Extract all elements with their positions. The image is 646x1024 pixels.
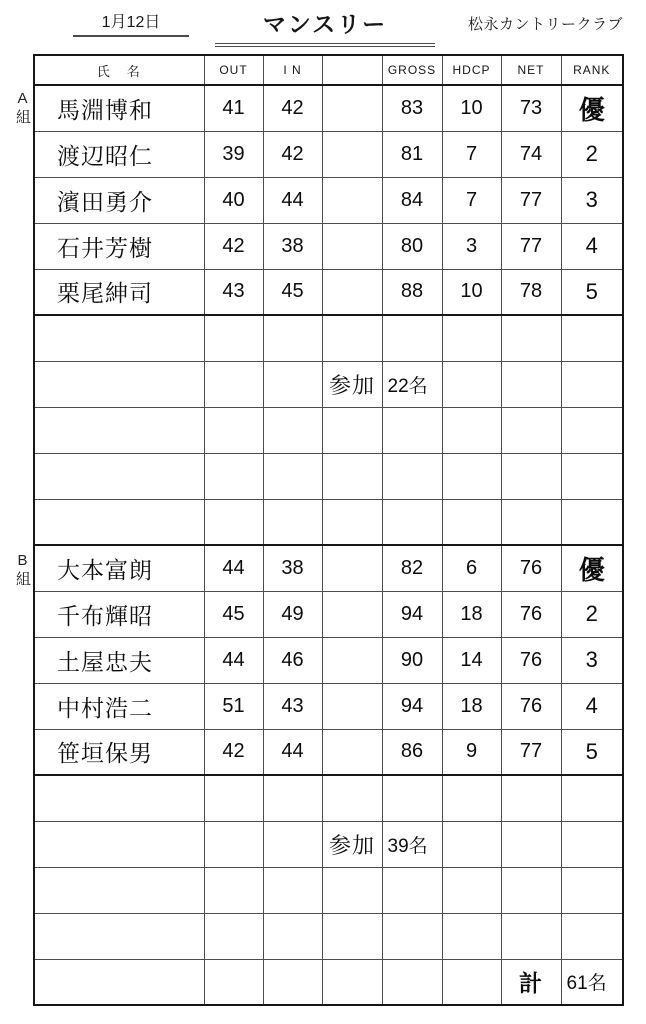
score-cell — [204, 775, 263, 821]
score-cell: 73 — [501, 85, 561, 131]
player-name-cell: 馬淵博和 — [34, 85, 204, 131]
score-cell: 9 — [442, 729, 501, 775]
header-cell-blank — [322, 55, 382, 85]
score-cell — [322, 545, 382, 591]
player-name-cell — [34, 821, 204, 867]
player-name-cell: 土屋忠夫 — [34, 637, 204, 683]
score-cell: 10 — [442, 85, 501, 131]
results-table-body — [34, 85, 623, 1005]
player-name-cell — [34, 361, 204, 407]
score-cell — [501, 821, 561, 867]
participation-row — [34, 361, 623, 407]
score-cell: 42 — [263, 131, 322, 177]
score-cell — [382, 499, 442, 545]
score-cell: 94 — [382, 591, 442, 637]
player-name-cell: 千布輝昭 — [34, 591, 204, 637]
rank-cell: 3 — [561, 177, 623, 223]
score-cell: 18 — [442, 683, 501, 729]
empty-row — [34, 315, 623, 361]
header-cell-hdcp: HDCP — [442, 55, 501, 85]
player-name-cell — [34, 775, 204, 821]
rank-cell: 優 — [561, 545, 623, 591]
score-cell: 44 — [204, 545, 263, 591]
score-cell: 39名 — [382, 821, 442, 867]
rank-cell: 3 — [561, 637, 623, 683]
score-cell — [322, 407, 382, 453]
score-cell: 90 — [382, 637, 442, 683]
score-cell — [263, 775, 322, 821]
score-cell — [263, 913, 322, 959]
rank-cell — [561, 867, 623, 913]
score-cell — [263, 315, 322, 361]
header-cell-rank: RANK — [561, 55, 623, 85]
score-cell — [382, 315, 442, 361]
score-cell: 7 — [442, 177, 501, 223]
score-cell: 6 — [442, 545, 501, 591]
player-name-cell — [34, 913, 204, 959]
player-name-cell — [34, 959, 204, 1005]
score-cell: 78 — [501, 269, 561, 315]
score-cell — [263, 959, 322, 1005]
score-cell: 86 — [382, 729, 442, 775]
score-cell: 83 — [382, 85, 442, 131]
player-name-cell: 笹垣保男 — [34, 729, 204, 775]
score-cell — [263, 821, 322, 867]
score-cell: 38 — [263, 223, 322, 269]
score-cell: 38 — [263, 545, 322, 591]
score-cell — [322, 177, 382, 223]
score-cell: 42 — [204, 223, 263, 269]
score-cell: 44 — [263, 729, 322, 775]
score-cell — [204, 407, 263, 453]
score-cell: 49 — [263, 591, 322, 637]
player-name-cell: 濱田勇介 — [34, 177, 204, 223]
header-cell-gross: GROSS — [382, 55, 442, 85]
rank-cell — [561, 453, 623, 499]
score-cell: 82 — [382, 545, 442, 591]
rank-cell — [561, 361, 623, 407]
header-cell-net: NET — [501, 55, 561, 85]
participation-label-cell: 参加 — [322, 821, 382, 867]
group-a-label: A組 — [14, 90, 31, 126]
rank-cell: 4 — [561, 223, 623, 269]
score-cell: 74 — [501, 131, 561, 177]
score-cell: 42 — [204, 729, 263, 775]
score-cell — [204, 361, 263, 407]
player-name-cell: 大本富朗 — [34, 545, 204, 591]
score-cell — [322, 315, 382, 361]
rank-cell: 5 — [561, 729, 623, 775]
player-row — [34, 683, 623, 729]
score-cell: 84 — [382, 177, 442, 223]
score-cell — [501, 775, 561, 821]
score-cell — [442, 913, 501, 959]
score-cell: 43 — [204, 269, 263, 315]
score-cell: 88 — [382, 269, 442, 315]
rank-cell — [561, 407, 623, 453]
score-cell: 3 — [442, 223, 501, 269]
empty-row — [34, 407, 623, 453]
score-cell — [501, 407, 561, 453]
player-row — [34, 591, 623, 637]
score-cell — [501, 913, 561, 959]
score-cell: 94 — [382, 683, 442, 729]
score-cell — [501, 315, 561, 361]
score-cell — [442, 361, 501, 407]
score-cell: 14 — [442, 637, 501, 683]
rank-cell — [561, 499, 623, 545]
group-b-label: B組 — [14, 552, 31, 588]
participation-row — [34, 821, 623, 867]
score-cell — [263, 867, 322, 913]
score-cell: 77 — [501, 223, 561, 269]
player-name-cell — [34, 867, 204, 913]
score-cell — [382, 913, 442, 959]
score-cell — [442, 959, 501, 1005]
score-cell: 46 — [263, 637, 322, 683]
score-cell — [382, 453, 442, 499]
rank-cell: 5 — [561, 269, 623, 315]
score-cell — [204, 315, 263, 361]
player-row — [34, 545, 623, 591]
score-cell — [204, 959, 263, 1005]
score-cell: 39 — [204, 131, 263, 177]
participation-label-cell: 参加 — [322, 361, 382, 407]
empty-row — [34, 775, 623, 821]
score-cell — [204, 499, 263, 545]
event-date: 1月12日 — [73, 9, 189, 37]
score-cell: 43 — [263, 683, 322, 729]
player-row — [34, 131, 623, 177]
score-cell — [322, 729, 382, 775]
score-cell: 45 — [263, 269, 322, 315]
event-title: マンスリー — [215, 6, 435, 47]
score-cell — [322, 223, 382, 269]
score-cell: 77 — [501, 177, 561, 223]
header-cell-out: OUT — [204, 55, 263, 85]
score-cell — [501, 867, 561, 913]
rank-cell: 61名 — [561, 959, 623, 1005]
player-name-cell — [34, 407, 204, 453]
score-cell — [322, 683, 382, 729]
score-cell — [322, 453, 382, 499]
score-cell — [263, 407, 322, 453]
score-cell — [263, 453, 322, 499]
header-row — [34, 55, 623, 85]
score-cell — [442, 867, 501, 913]
total-row — [34, 959, 623, 1005]
score-cell: 76 — [501, 545, 561, 591]
player-row — [34, 637, 623, 683]
score-cell — [322, 867, 382, 913]
score-cell — [501, 499, 561, 545]
player-row — [34, 85, 623, 131]
score-cell — [322, 775, 382, 821]
score-cell: 44 — [263, 177, 322, 223]
empty-row — [34, 453, 623, 499]
rank-cell — [561, 821, 623, 867]
score-cell — [442, 315, 501, 361]
rank-cell: 2 — [561, 591, 623, 637]
score-cell: 22名 — [382, 361, 442, 407]
score-cell: 18 — [442, 591, 501, 637]
player-name-cell — [34, 453, 204, 499]
score-cell — [263, 361, 322, 407]
score-cell: 80 — [382, 223, 442, 269]
score-cell: 10 — [442, 269, 501, 315]
player-name-cell: 中村浩二 — [34, 683, 204, 729]
score-cell: 42 — [263, 85, 322, 131]
score-cell — [382, 959, 442, 1005]
score-cell — [322, 499, 382, 545]
player-name-cell — [34, 315, 204, 361]
score-cell — [501, 453, 561, 499]
score-cell: 44 — [204, 637, 263, 683]
rank-cell: 優 — [561, 85, 623, 131]
score-cell — [204, 867, 263, 913]
empty-row — [34, 913, 623, 959]
score-cell — [382, 867, 442, 913]
player-row — [34, 223, 623, 269]
score-cell — [204, 821, 263, 867]
score-cell: 51 — [204, 683, 263, 729]
header-cell-name: 氏 名 — [34, 55, 204, 85]
score-cell: 77 — [501, 729, 561, 775]
empty-row — [34, 867, 623, 913]
rank-cell — [561, 315, 623, 361]
score-cell: 76 — [501, 637, 561, 683]
score-cell — [442, 499, 501, 545]
rank-cell — [561, 775, 623, 821]
player-name-cell — [34, 499, 204, 545]
score-cell: 41 — [204, 85, 263, 131]
rank-cell: 4 — [561, 683, 623, 729]
score-cell — [322, 85, 382, 131]
score-cell: 76 — [501, 591, 561, 637]
score-cell — [501, 361, 561, 407]
score-cell — [382, 775, 442, 821]
club-name: 松永カントリークラブ — [468, 16, 624, 33]
score-cell — [442, 453, 501, 499]
score-cell: 45 — [204, 591, 263, 637]
score-cell — [442, 407, 501, 453]
player-row — [34, 269, 623, 315]
total-label-cell: 計 — [501, 959, 561, 1005]
score-cell — [322, 131, 382, 177]
header-cell-in: I N — [263, 55, 322, 85]
score-cell — [442, 775, 501, 821]
score-cell — [442, 821, 501, 867]
player-row — [34, 177, 623, 223]
score-cell — [382, 407, 442, 453]
player-name-cell: 栗尾紳司 — [34, 269, 204, 315]
score-cell — [322, 269, 382, 315]
rank-cell — [561, 913, 623, 959]
score-cell: 7 — [442, 131, 501, 177]
player-row — [34, 729, 623, 775]
player-name-cell: 渡辺昭仁 — [34, 131, 204, 177]
score-cell: 76 — [501, 683, 561, 729]
score-cell: 81 — [382, 131, 442, 177]
player-name-cell: 石井芳樹 — [34, 223, 204, 269]
score-cell — [204, 453, 263, 499]
results-table — [33, 54, 624, 1006]
score-cell — [322, 959, 382, 1005]
score-cell — [322, 591, 382, 637]
empty-row — [34, 499, 623, 545]
score-cell: 40 — [204, 177, 263, 223]
score-cell — [322, 913, 382, 959]
score-cell — [263, 499, 322, 545]
score-cell — [204, 913, 263, 959]
score-cell — [322, 637, 382, 683]
rank-cell: 2 — [561, 131, 623, 177]
